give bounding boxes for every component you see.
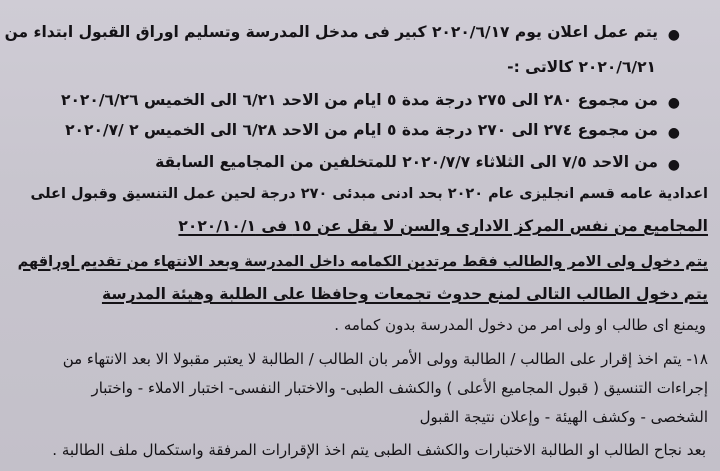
bullet-dot-icon: ● [667, 157, 680, 173]
bullet-dot-icon: ● [667, 27, 680, 43]
item-18-line-2: إجراءات التنسيق ( قبول المجاميع الأعلى ) والكشف الطبى- والاختبار النفسى- اختبار الاملاء - واختبار [91, 379, 708, 397]
item-18-line-1: ١٨- يتم اخذ إقرار على الطالب / الطالبة وولى الأمر بان الطالب / الطالبة لا يعتبر مقبولا الا بعد الانتهاء من [62, 350, 708, 368]
bullet-line-announcement: يتم عمل اعلان يوم ٢٠٢٠/٦/١٧ كبير فى مدخل المدرسة وتسليم اوراق القبول ابتداء من [4, 23, 658, 41]
mask-prohibition-line: ويمنع اى طالب او ولى امر من دخول المدرسة بدون كمامه . [334, 316, 706, 334]
english-section-line-1: اعدادية عامه قسم انجليزى عام ٢٠٢٠ بحد ادنى مبدئى ٢٧٠ درجة لحين عمل التنسيق وقبول اعلى [30, 186, 708, 202]
bullet-dot-icon: ● [667, 125, 680, 141]
bullet-dot-icon: ● [667, 95, 680, 111]
bullet-line-range-280: من مجموع ٢٨٠ الى ٢٧٥ درجة مدة ٥ ايام من الاحد ٦/٢١ الى الخميس ٢٠٢٠/٦/٢٦ [61, 91, 658, 109]
entry-guardian-line: يتم دخول ولى الامر والطالب فقط مرتدين الكمامه داخل المدرسة وبعد الانتهاء من تقديم اوراقهم [17, 254, 708, 270]
bullet-line-range-274: من مجموع ٢٧٤ الى ٢٧٠ درجة مدة ٥ ايام من الاحد ٦/٢٨ الى الخميس ٢ /٢٠٢٠/٧ [65, 121, 658, 139]
entry-order-line: يتم دخول الطالب التالى لمنع حدوث تجمعات وحافظا على الطلبة وهيئة المدرسة [101, 285, 708, 303]
english-section-line-2: المجاميع من نفس المركز الادارى والسن لا يقل عن ١٥ فى ٢٠٢٠/١٠/١ [178, 217, 708, 235]
bullet-line-late-applicants: من الاحد ٧/٥ الى الثلاثاء ٢٠٢٠/٧/٧ للمتخلفين من المجاميع السابقة [155, 153, 658, 171]
bullet-line-announcement-cont: ٢٠٢٠/٦/٢١ كالاتى :- [507, 58, 656, 76]
final-line: بعد نجاح الطالب او الطالبة الاختبارات والكشف الطبى يتم اخذ الإقرارات المرفقة واستكمال ملف الطالبة . [52, 441, 706, 459]
item-18-line-3: الشخصى - وكشف الهيئة - وإعلان نتيجة القبول [419, 408, 708, 426]
